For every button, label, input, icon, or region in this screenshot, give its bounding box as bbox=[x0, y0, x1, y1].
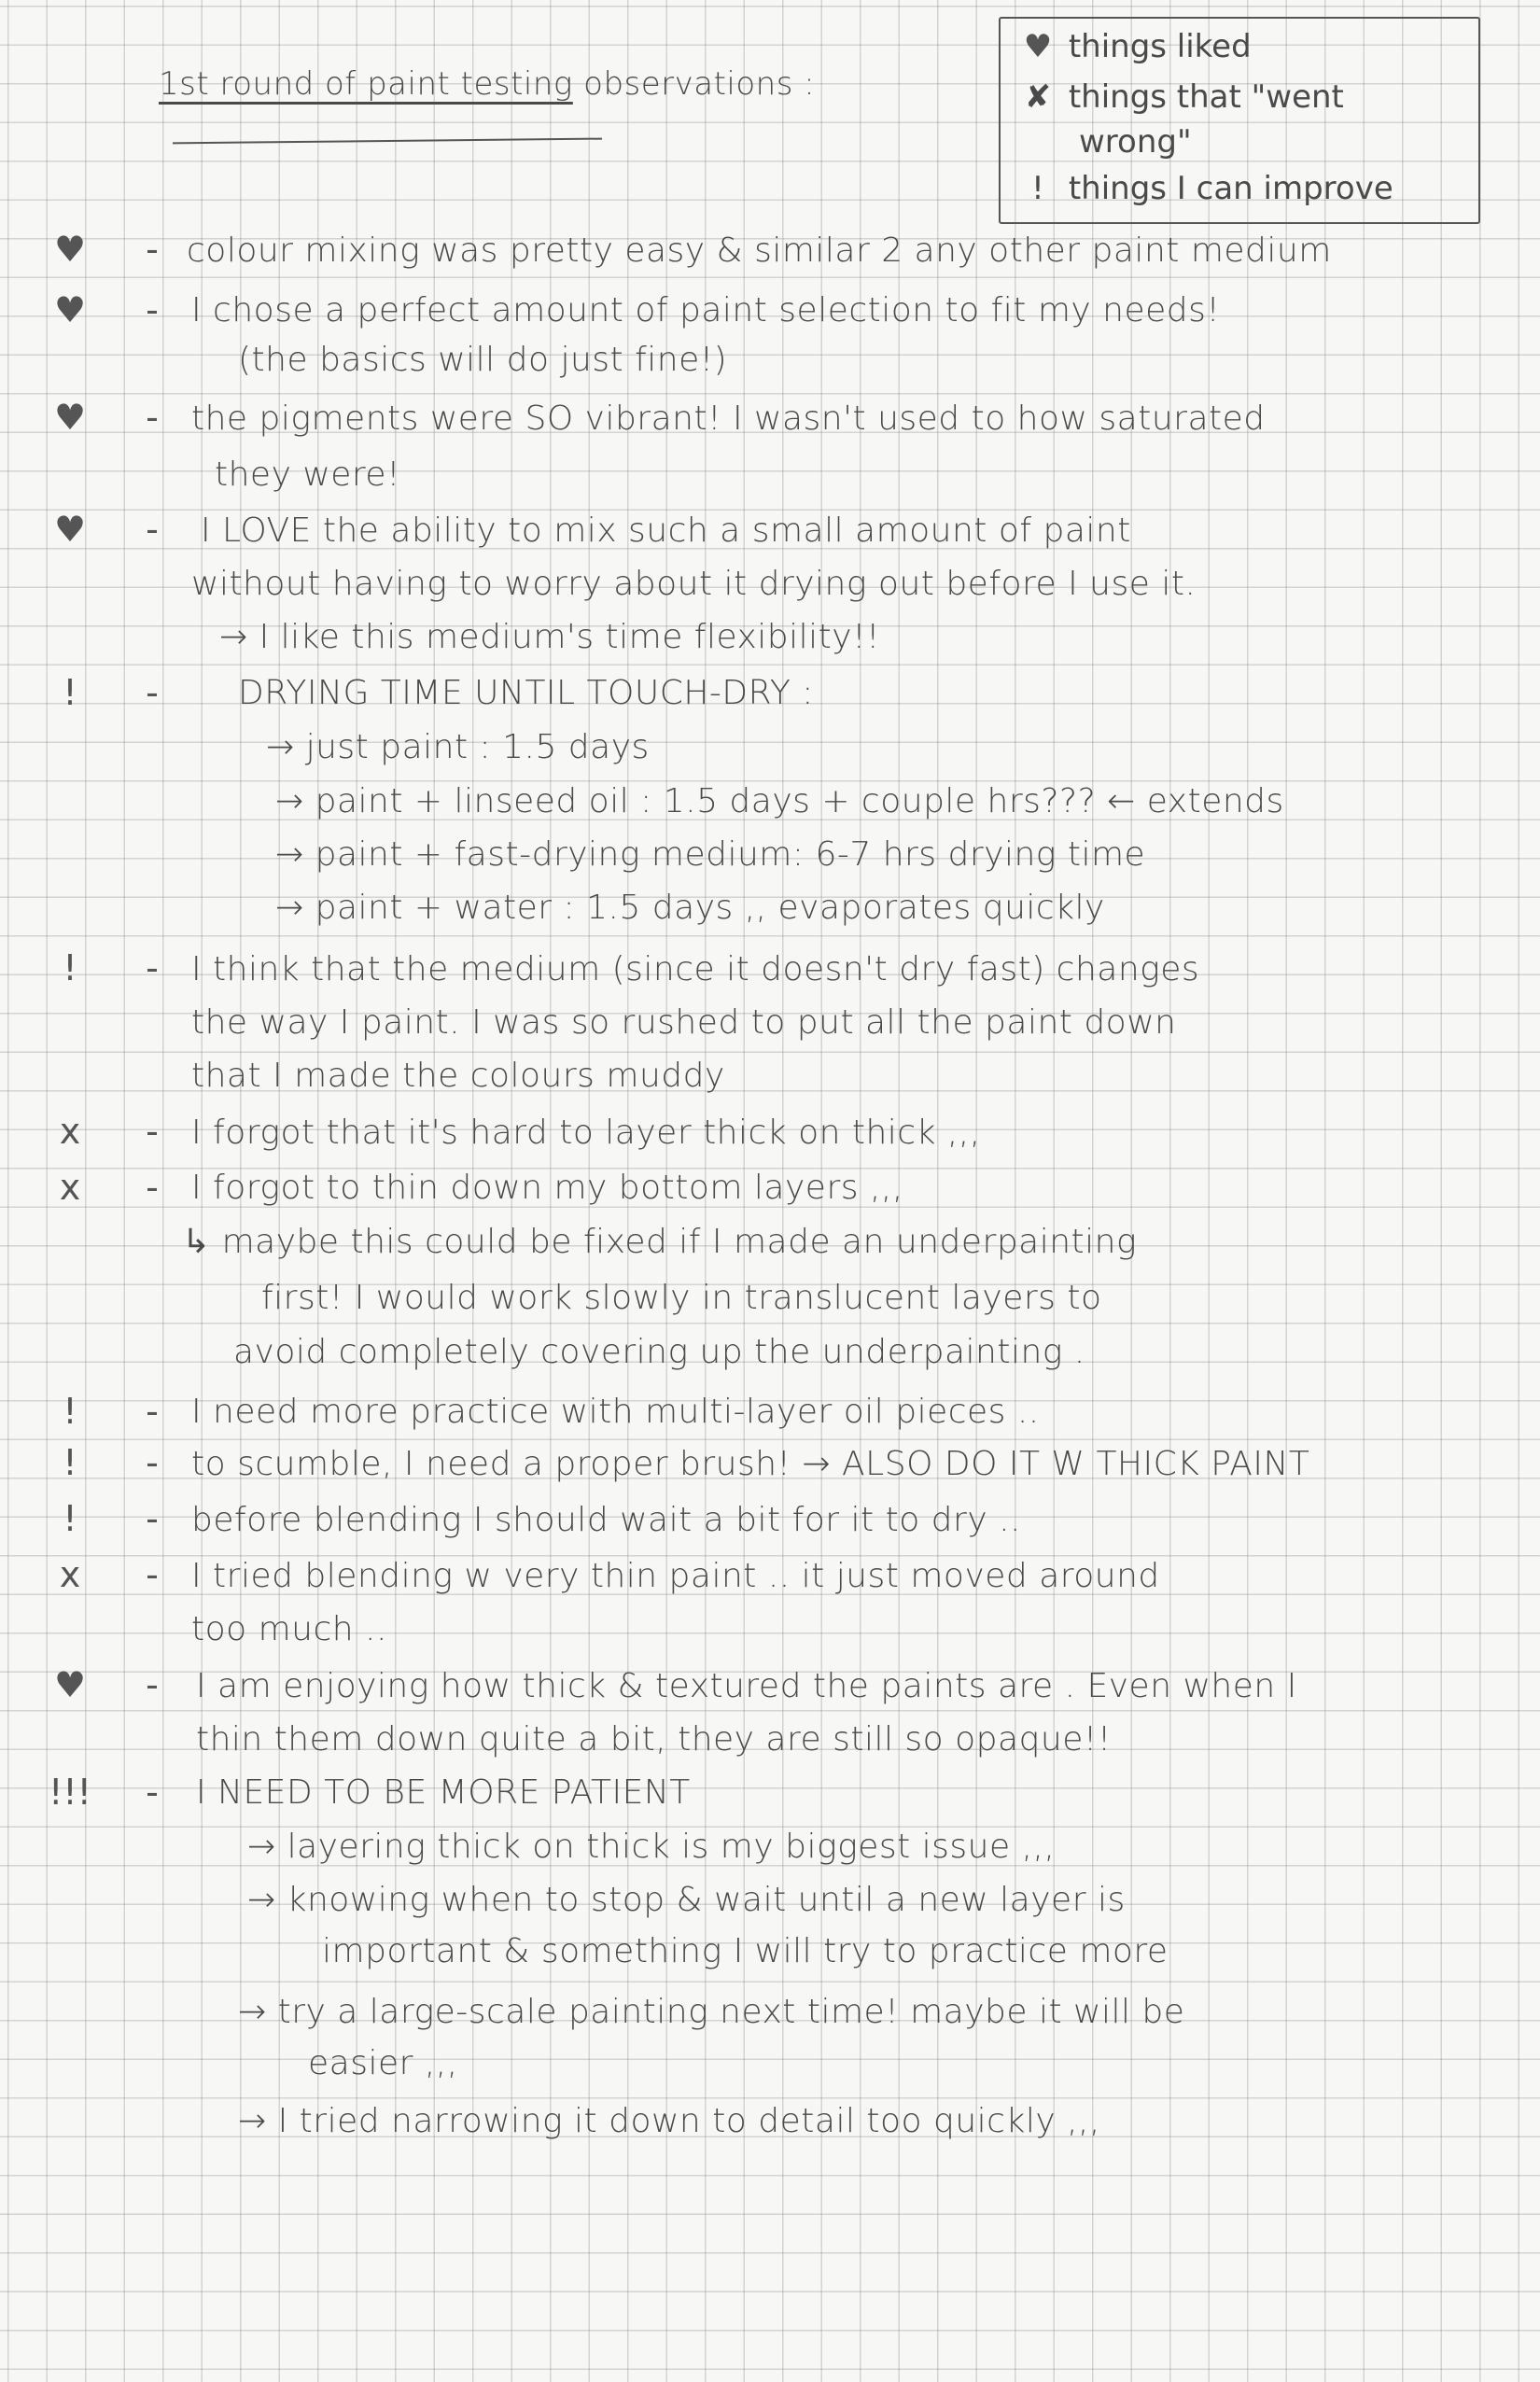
line-dash: - bbox=[146, 672, 159, 713]
exclamation-icon: ! bbox=[63, 1391, 77, 1432]
heart-icon: ♥ bbox=[53, 229, 87, 270]
list-item: first! I would work slowly in translucent layers to bbox=[261, 1279, 1102, 1317]
list-item: → just paint : 1.5 days bbox=[266, 728, 650, 766]
page-title-main: 1st round of paint testing bbox=[159, 65, 573, 103]
heart-icon: ♥ bbox=[53, 509, 87, 550]
list-item: easier ,,, bbox=[308, 2044, 458, 2082]
list-item: I chose a perfect amount of paint selection to fit my needs! bbox=[191, 291, 1221, 329]
x-mark-icon: ✘ bbox=[1024, 78, 1052, 116]
list-item: to scumble, I need a proper brush! → ALSO DO IT W THICK PAINT bbox=[191, 1445, 1310, 1483]
list-item: important & something I will try to practice more bbox=[322, 1932, 1169, 1970]
legend-label: things that "went bbox=[1068, 78, 1344, 116]
line-dash: - bbox=[146, 1111, 159, 1152]
list-item: the way I paint. I was so rushed to put all the paint down bbox=[191, 1003, 1177, 1042]
x-mark-icon: x bbox=[59, 1111, 81, 1152]
x-mark-icon: x bbox=[59, 1167, 81, 1208]
legend-item-went-wrong-cont bbox=[1079, 123, 1192, 161]
list-item: DRYING TIME UNTIL TOUCH-DRY : bbox=[238, 674, 814, 712]
list-item: ↳ maybe this could be fixed if I made an underpainting bbox=[182, 1223, 1138, 1261]
title-underline bbox=[173, 138, 602, 145]
list-item: → try a large-scale painting next time! maybe it will be bbox=[238, 1993, 1185, 2031]
triple-exclamation-icon: !!! bbox=[49, 1772, 91, 1813]
list-item: I think that the medium (since it doesn't dry fast) changes bbox=[191, 950, 1200, 988]
line-dash: - bbox=[146, 1167, 159, 1208]
line-dash: - bbox=[146, 1442, 159, 1483]
exclamation-icon: ! bbox=[63, 947, 77, 988]
legend-item-improve bbox=[1017, 170, 1393, 207]
page-title-rest: observations : bbox=[572, 65, 816, 103]
heart-icon: ♥ bbox=[53, 397, 87, 438]
legend-label: things liked bbox=[1068, 28, 1252, 65]
x-mark-icon: x bbox=[59, 1554, 81, 1595]
line-dash: - bbox=[146, 947, 159, 988]
heart-icon: ♥ bbox=[1023, 28, 1053, 65]
list-item: → I like this medium's time flexibility!! bbox=[219, 618, 880, 656]
page-title bbox=[159, 65, 815, 103]
exclamation-icon: ! bbox=[1031, 170, 1044, 207]
list-item: → knowing when to stop & wait until a new layer is bbox=[247, 1881, 1126, 1919]
line-dash: - bbox=[146, 1772, 159, 1813]
list-item: (the basics will do just fine!) bbox=[238, 341, 728, 379]
exclamation-icon: ! bbox=[63, 1442, 77, 1483]
list-item: before blending I should wait a bit for it to dry .. bbox=[191, 1501, 1021, 1539]
legend-box bbox=[999, 17, 1480, 224]
list-item: too much .. bbox=[191, 1610, 387, 1648]
heart-icon: ♥ bbox=[53, 289, 87, 330]
list-item: thin them down quite a bit, they are still so opaque!! bbox=[196, 1720, 1112, 1758]
legend-label: wrong" bbox=[1079, 123, 1192, 161]
list-item: the pigments were SO vibrant! I wasn't used to how saturated bbox=[191, 399, 1266, 438]
list-item: → paint + linseed oil : 1.5 days + couple hrs??? ← extends bbox=[275, 782, 1284, 820]
list-item: they were! bbox=[215, 455, 401, 494]
list-item: avoid completely covering up the underpainting . bbox=[233, 1333, 1085, 1371]
line-dash: - bbox=[146, 1391, 159, 1432]
line-dash: - bbox=[146, 397, 159, 438]
list-item: colour mixing was pretty easy & similar 2 any other paint medium bbox=[187, 231, 1332, 270]
list-item: I forgot that it's hard to layer thick on thick ,,, bbox=[191, 1114, 981, 1152]
list-item: I LOVE the ability to mix such a small amount of paint bbox=[201, 511, 1131, 550]
list-item: I need more practice with multi-layer oil pieces .. bbox=[191, 1393, 1040, 1431]
list-item: → paint + fast-drying medium: 6-7 hrs drying time bbox=[275, 835, 1146, 874]
line-dash: - bbox=[146, 509, 159, 550]
heart-icon: ♥ bbox=[53, 1664, 87, 1705]
list-item: → paint + water : 1.5 days ,, evaporates quickly bbox=[275, 889, 1105, 927]
exclamation-icon: ! bbox=[63, 1498, 77, 1539]
legend-item-liked bbox=[1017, 28, 1252, 65]
list-item: I tried blending w very thin paint .. it just moved around bbox=[191, 1557, 1160, 1595]
line-dash: - bbox=[146, 1554, 159, 1595]
list-item: → I tried narrowing it down to detail too quickly ,,, bbox=[238, 2102, 1100, 2140]
list-item: I NEED TO BE MORE PATIENT bbox=[196, 1773, 691, 1812]
line-dash: - bbox=[146, 1664, 159, 1705]
list-item: that I made the colours muddy bbox=[191, 1057, 725, 1095]
legend-label: things I can improve bbox=[1068, 170, 1393, 207]
list-item: I am enjoying how thick & textured the paints are . Even when I bbox=[196, 1667, 1297, 1705]
line-dash: - bbox=[146, 229, 159, 270]
line-dash: - bbox=[146, 289, 159, 330]
exclamation-icon: ! bbox=[63, 672, 77, 713]
line-dash: - bbox=[146, 1498, 159, 1539]
legend-item-went-wrong bbox=[1017, 78, 1344, 116]
list-item: I forgot to thin down my bottom layers ,,, bbox=[191, 1169, 903, 1207]
list-item: without having to worry about it drying out before I use it. bbox=[191, 565, 1197, 603]
list-item: → layering thick on thick is my biggest issue ,,, bbox=[247, 1828, 1056, 1866]
